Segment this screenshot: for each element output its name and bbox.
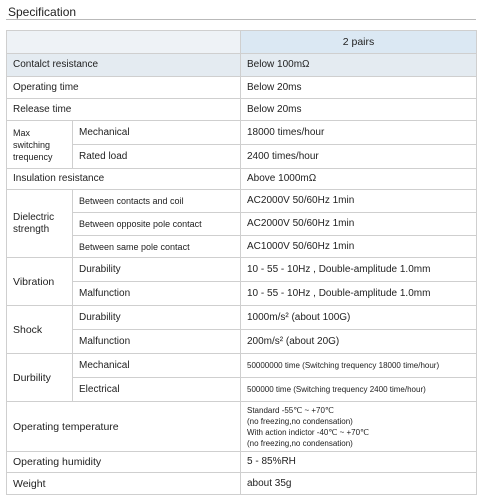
table-row (7, 402, 477, 452)
table-row (7, 169, 477, 190)
sub-label-durbility-mechanical: Mechanical (73, 354, 241, 378)
row-value-max-switching-mechanical: 18000 times/hour (241, 121, 477, 145)
title-divider (6, 19, 476, 20)
table-row (7, 306, 477, 330)
row-value-release-time: Below 20ms (241, 99, 477, 121)
table-row (7, 378, 477, 402)
table-row (7, 330, 477, 354)
table-row (7, 213, 477, 236)
temperature-indicator-line: With action indictor -40℃ ~ +70℃ (247, 427, 370, 437)
table-row (7, 473, 477, 495)
row-value-dielectric-contacts-coil: AC2000V 50/60Hz 1min (241, 190, 477, 213)
row-label-max-switching: Max switching trequency (7, 121, 73, 169)
row-value-insulation-resistance: Above 1000mΩ (241, 169, 477, 190)
row-label-shock: Shock (7, 306, 73, 354)
table-row (7, 236, 477, 258)
table-row (7, 282, 477, 306)
table-row (7, 354, 477, 378)
row-value-max-switching-rated-load: 2400 times/hour (241, 145, 477, 169)
row-value-vibration-malfunction: 10 - 55 - 10Hz , Double-amplitude 1.0mm (241, 282, 477, 306)
table-row (7, 258, 477, 282)
row-value-vibration-durability: 10 - 55 - 10Hz , Double-amplitude 1.0mm (241, 258, 477, 282)
table-row (7, 121, 477, 145)
row-label-dielectric-strength: Dielectric strength (7, 190, 73, 258)
table-row (7, 54, 477, 77)
row-label-contact-resistance: Contalct resistance (7, 54, 241, 77)
sub-label-contacts-coil: Between contacts and coil (73, 190, 241, 213)
row-value-durbility-mechanical: 50000000 time (Switching trequency 18000 time/hour) (241, 354, 477, 378)
temperature-note-line-2: (no freezing,no condensation) (247, 438, 353, 448)
row-label-operating-temperature: Operating temperature (7, 402, 241, 452)
table-row (7, 190, 477, 213)
sub-label-vibration-durability: Durability (73, 258, 241, 282)
row-label-operating-time: Operating time (7, 77, 241, 99)
row-label-operating-humidity: Operating humidity (7, 452, 241, 473)
row-value-shock-durability: 1000m/s² (about 100G) (241, 306, 477, 330)
row-value-operating-temperature (241, 402, 477, 452)
table-row (7, 77, 477, 99)
sub-label-shock-malfunction: Malfunction (73, 330, 241, 354)
row-value-dielectric-same-pole: AC1000V 50/60Hz 1min (241, 236, 477, 258)
row-value-dielectric-opposite-pole: AC2000V 50/60Hz 1min (241, 213, 477, 236)
table-header-row (7, 31, 477, 54)
page-title: Specification (8, 5, 77, 19)
sub-label-vibration-malfunction: Malfunction (73, 282, 241, 306)
row-value-operating-humidity: 5 - 85%RH (241, 452, 477, 473)
header-blank-cell (7, 31, 241, 54)
row-label-durbility: Durbility (7, 354, 73, 402)
sub-label-opposite-pole: Between opposite pole contact (73, 213, 241, 236)
row-value-contact-resistance: Below 100mΩ (241, 54, 477, 77)
table-row (7, 145, 477, 169)
row-label-insulation-resistance: Insulation resistance (7, 169, 241, 190)
temperature-standard-line: Standard -55℃ ~ +70℃ (247, 405, 334, 415)
row-value-weight: about 35g (241, 473, 477, 495)
table-row (7, 452, 477, 473)
temperature-note-line-1: (no freezing,no condensation) (247, 416, 353, 426)
row-label-release-time: Release time (7, 99, 241, 121)
column-header-2-pairs: 2 pairs (241, 31, 477, 54)
table-row (7, 99, 477, 121)
row-value-shock-malfunction: 200m/s² (about 20G) (241, 330, 477, 354)
row-label-weight: Weight (7, 473, 241, 495)
sub-label-mechanical: Mechanical (73, 121, 241, 145)
row-value-operating-time: Below 20ms (241, 77, 477, 99)
sub-label-same-pole: Between same pole contact (73, 236, 241, 258)
row-value-durbility-electrical: 500000 time (Switching trequency 2400 time/hour) (241, 378, 477, 402)
specification-table (6, 30, 477, 495)
row-label-vibration: Vibration (7, 258, 73, 306)
sub-label-durbility-electrical: Electrical (73, 378, 241, 402)
sub-label-rated-load: Rated load (73, 145, 241, 169)
sub-label-shock-durability: Durability (73, 306, 241, 330)
